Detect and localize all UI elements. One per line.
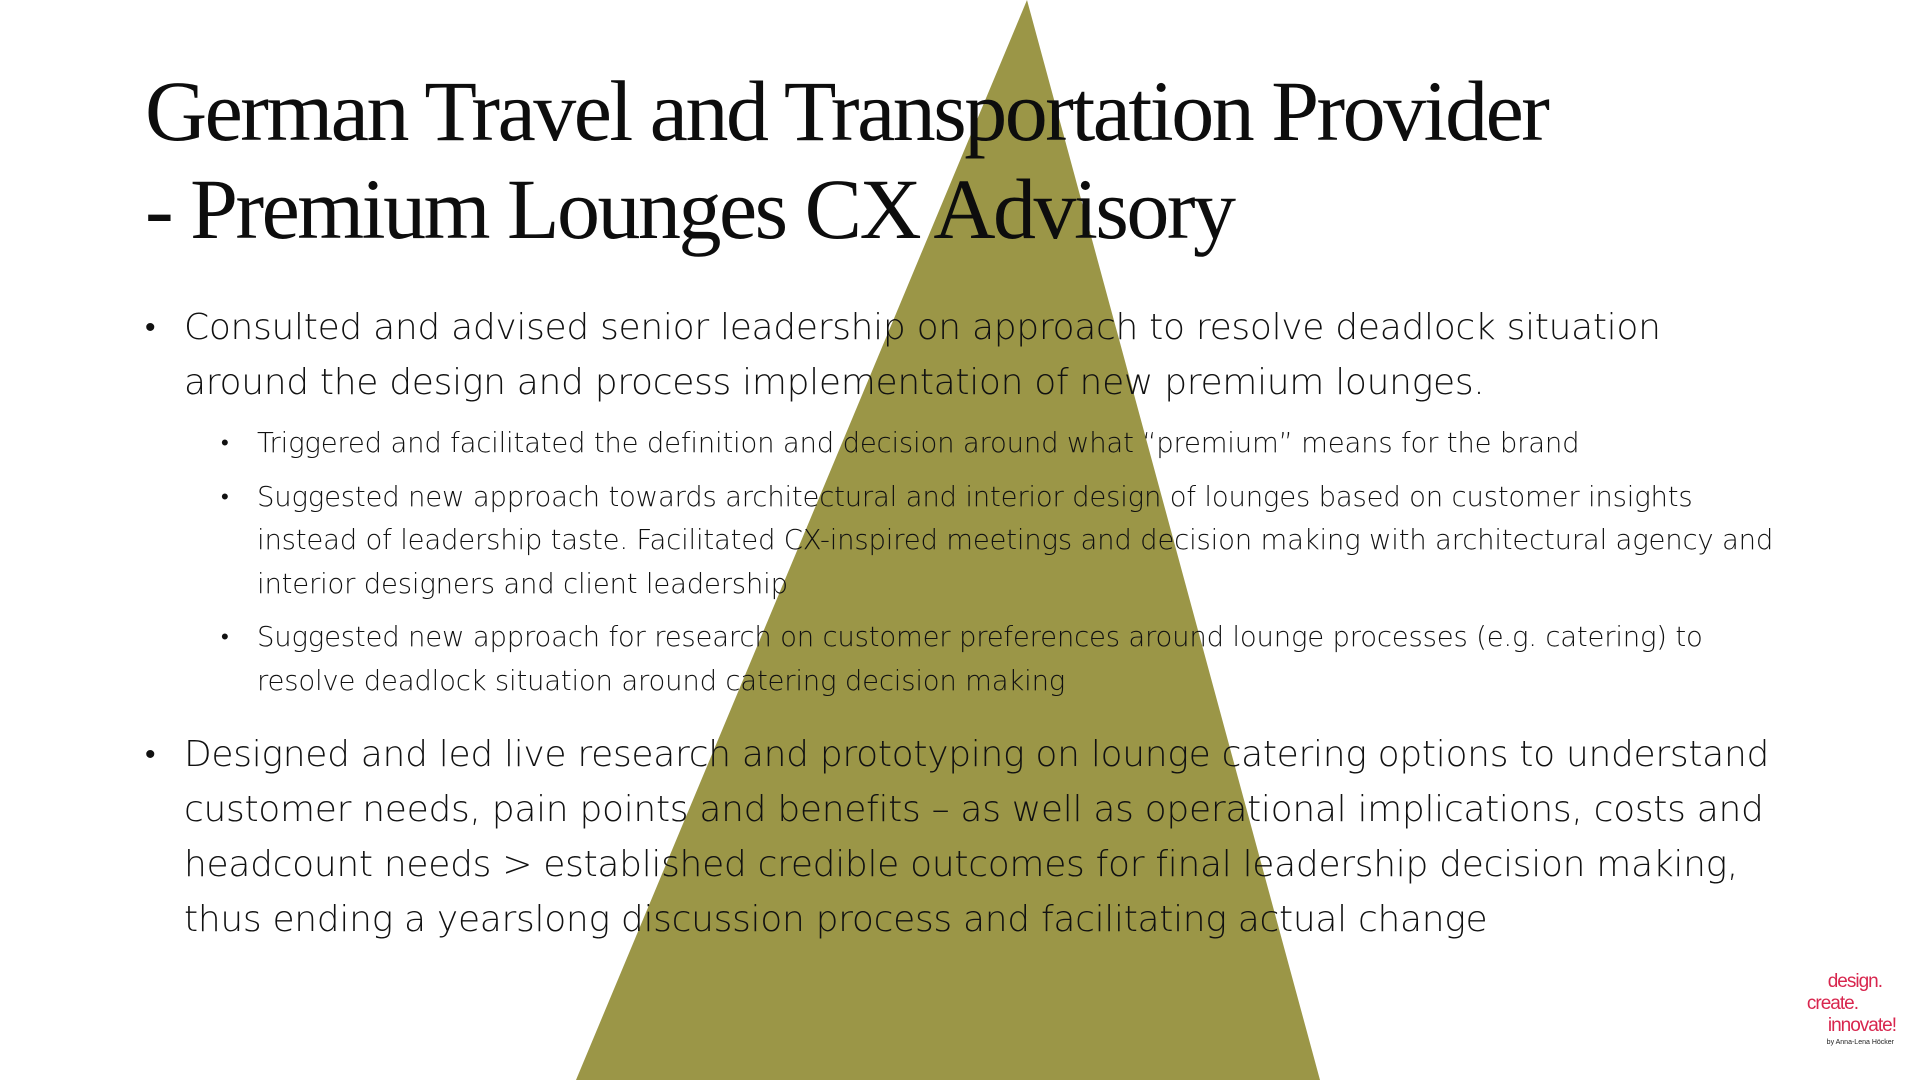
sub-bullet-dot-icon: •	[221, 625, 229, 650]
sub-bullet-text-1: Triggered and facilitated the definition and decision around what “premium” means for the brand	[257, 427, 1580, 459]
brand-logo	[1768, 972, 1898, 1052]
sub-bullet-item-3	[221, 616, 1797, 703]
sub-bullet-item-2	[221, 476, 1797, 607]
logo-word-design: design.	[1827, 971, 1882, 992]
logo-word-innovate: innovate!	[1827, 1015, 1896, 1036]
sub-bullet-item-1	[221, 422, 1797, 466]
bullet-item-2	[145, 727, 1795, 947]
bullet-text-1: Consulted and advised senior leadership on approach to resolve deadlock situation around the design and process implementation of new premium lounges.	[184, 307, 1661, 403]
sub-bullet-dot-icon: •	[221, 484, 229, 510]
sub-bullet-text-3: Suggested new approach for research on customer preferences around lounge processes (e.g. catering) to resolve deadlock situation around catering decision making	[257, 621, 1703, 697]
sub-bullet-text-2: Suggested new approach towards architectural and interior design of lounges based on customer insights instead of leadership taste. Facilitated CX-inspired meetings and decision making with architectural agency and interior designers and client leadership	[257, 480, 1774, 600]
bullet-dot-icon: •	[145, 310, 156, 345]
title-line-1: German Travel and Transportation Provider	[145, 63, 1548, 159]
logo-word-create: create.	[1806, 993, 1858, 1014]
sub-bullet-list	[184, 422, 1797, 703]
bullet-dot-icon: •	[145, 737, 156, 772]
slide-title	[145, 62, 1845, 258]
logo-byline: by Anna-Lena Höcker	[1826, 1039, 1894, 1046]
bullet-list	[145, 300, 1795, 947]
title-line-2: - Premium Lounges CX Advisory	[145, 161, 1234, 257]
sub-bullet-dot-icon: •	[221, 431, 229, 456]
bullet-text-2: Designed and led live research and prototyping on lounge catering options to understand customer needs, pain points and benefits – as well as operational implications, costs and headcount needs > established credible outcomes for final leadership decision making, thus ending a yearslong discussion process and facilitating actual change	[184, 734, 1770, 940]
bullet-item-1	[145, 300, 1795, 703]
